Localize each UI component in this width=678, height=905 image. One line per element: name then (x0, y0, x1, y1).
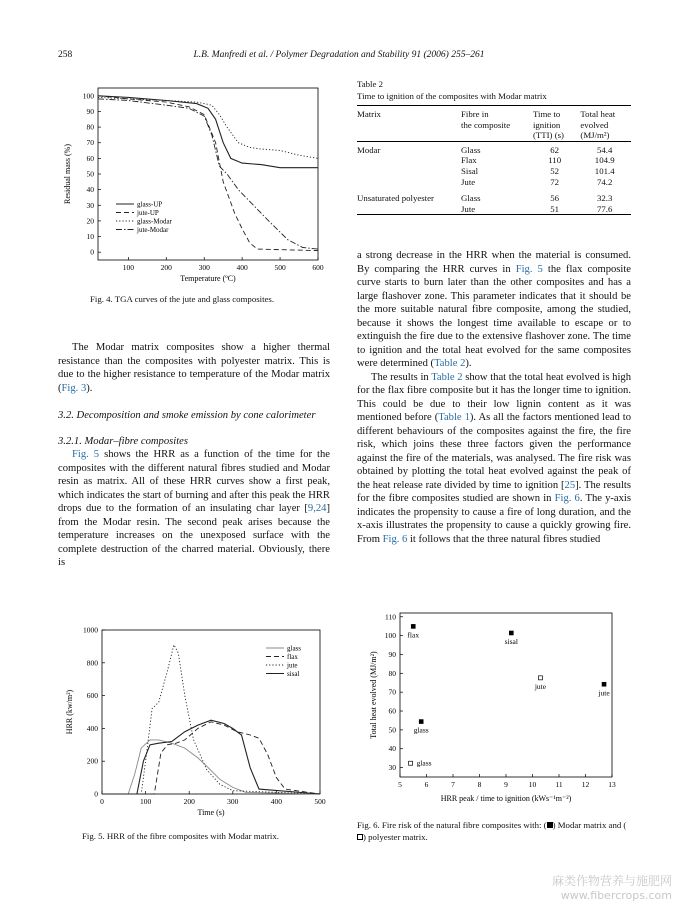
table-row (357, 187, 631, 204)
table-cell (357, 155, 459, 166)
table2-title: Table 2 (357, 79, 384, 89)
table-cell: Unsaturated polyester (357, 193, 434, 204)
fig5-chart (58, 622, 333, 822)
data-point-label: jute (598, 688, 610, 698)
data-point-label: sisal (504, 636, 518, 646)
section-heading: 3.2. Decomposition and smoke emission by cone calorimeter (58, 410, 316, 421)
table2-subtitle: Time to ignition of the composites with Modar matrix (357, 91, 547, 101)
y-tick-label: 30 (86, 200, 94, 210)
y-tick-label: 90 (86, 106, 94, 116)
table-cell: Jute (461, 203, 476, 214)
data-point-label: glass (416, 758, 432, 768)
fig5-caption: Fig. 5. HRR of the fibre composites with Modar matrix. (82, 831, 279, 841)
subsection-heading: 3.2.1. Modar–fibre composites (58, 435, 188, 447)
x-tick-label: 11 (555, 780, 563, 789)
table-cell: Glass (461, 144, 481, 155)
ref-25-link[interactable]: 25 (564, 479, 576, 491)
series-line-jute-Modar (98, 99, 318, 249)
y-tick-label: 1000 (83, 625, 98, 635)
y-axis-label: Residual mass (%) (63, 144, 72, 204)
x-tick-label: 8 (477, 780, 482, 789)
series-line-glass-UP (98, 96, 318, 168)
data-point-label: flax (407, 630, 420, 640)
y-tick-label: 80 (86, 122, 94, 132)
x-tick-label: 300 (227, 797, 239, 806)
table-cell: 54.4 (597, 144, 613, 155)
y-tick-label: 80 (388, 668, 396, 678)
fig4-caption: Fig. 4. TGA curves of the jute and glass composites. (90, 294, 275, 304)
watermark-line1: 麻类作物营养与施肥网 (551, 874, 672, 888)
table-cell: 77.6 (597, 203, 613, 214)
left-column-text (58, 341, 330, 570)
y-tick-label: 70 (388, 687, 396, 697)
y-tick-label: 800 (86, 658, 98, 668)
x-axis-label: Time (s) (197, 808, 225, 817)
table2-header-matrix: Matrix (357, 109, 381, 119)
paragraph-hrr: Fig. 5 shows the HRR as a function of the time for the composites with the different natural fibres studied and Modar resin as matrix. All of these HRR curves show a first peak, which indicates the start of burning and after this peak the HRR drops due to the formation of an insulating char layer [9,24] from the Modar resin. The second peak arises because the temperature increases on the unexposed surface with the complete destruction of the charred material. Obviously, there is (58, 449, 330, 568)
fig6-chart (362, 607, 632, 817)
series-line-glass-Modar (98, 97, 318, 158)
x-tick-label: 400 (270, 797, 283, 806)
x-tick-label: 6 (424, 780, 429, 789)
x-tick-label: 12 (581, 780, 590, 789)
table2-header-row (357, 106, 631, 142)
data-point-label: glass (413, 725, 429, 735)
y-tick-label: 200 (86, 756, 98, 766)
ref-fig6-link[interactable]: Fig. 6 (554, 493, 580, 504)
x-tick-label: 200 (160, 263, 172, 272)
data-point-filled-glass (419, 719, 424, 724)
paragraph-flax: a strong decrease in the HRR when the material is consumed. By comparing the HRR curves in Fig. 5 the flax composite curve starts to burn later than the other composites and has a large flashover zone. This parameter indicates that it should be the more suitable natural fibre composite, among the studied, because it shows the longest time available to escape or to extinguish the fire due to the extensive flashover zone. The time to ignition and the total heat evolved for the same composites were determined (Table 2). (357, 250, 632, 369)
y-tick-label: 50 (86, 169, 94, 179)
data-point-filled-sisal (509, 631, 514, 636)
data-point-open-jute (538, 676, 542, 680)
legend-label: sisal (287, 670, 300, 678)
data-point-label: jute (534, 681, 547, 691)
table-row (357, 141, 631, 155)
series-line-jute-UP (98, 96, 318, 251)
series-line-flax (102, 722, 320, 794)
ref-fig6-link-2[interactable]: Fig. 6 (382, 533, 408, 545)
y-tick-label: 100 (82, 91, 94, 101)
ref-table2-link[interactable]: Table 2 (434, 358, 466, 369)
table-cell: 104.9 (594, 155, 615, 166)
table-cell (357, 166, 459, 177)
x-tick-label: 100 (122, 263, 134, 272)
series-line-sisal (102, 720, 320, 794)
page-number: 258 (58, 50, 73, 60)
series-line-glass (102, 740, 320, 794)
y-tick-label: 400 (86, 723, 98, 733)
table-cell: 51 (550, 203, 560, 214)
x-tick-label: 10 (528, 780, 537, 789)
x-tick-label: 7 (451, 780, 455, 789)
table-cell (357, 177, 459, 188)
running-title: L.B. Manfredi et al. / Polymer Degradation and Stability 91 (2006) 255–261 (193, 50, 485, 60)
legend-label: glass-UP (137, 200, 163, 209)
table-cell: 74.2 (597, 176, 613, 187)
y-axis-label: HRR (kw/m²) (65, 689, 74, 735)
right-column-text (357, 249, 631, 546)
table-row (357, 166, 631, 177)
data-point-open-glass (409, 761, 413, 765)
table-cell: 110 (548, 155, 562, 166)
x-tick-label: 500 (314, 797, 326, 806)
table-cell: Jute (461, 176, 476, 187)
table-cell: Glass (461, 193, 481, 204)
fig6-caption: Fig. 6. Fire risk of the natural fibre composites with: ( ) Modar matrix and () polyester matrix. (357, 820, 627, 842)
ref-fig5-link-2[interactable]: Fig. 5 (515, 263, 543, 275)
table-cell: 72 (550, 176, 560, 187)
table-cell: Sisal (461, 165, 479, 176)
table-row (357, 177, 631, 188)
legend-label: flax (287, 653, 298, 661)
ref-9-24-link[interactable]: 9,24 (307, 503, 327, 514)
data-point-filled-flax (411, 624, 416, 629)
legend-label: glass-Modar (137, 217, 172, 226)
x-axis-label: Temperature (ºC) (180, 274, 236, 283)
x-tick-label: 5 (398, 780, 402, 789)
x-tick-label: 100 (139, 797, 152, 806)
y-tick-label: 90 (388, 649, 396, 659)
legend-label: jute-Modar (137, 226, 169, 234)
y-tick-label: 40 (86, 185, 94, 195)
x-tick-label: 600 (312, 263, 324, 272)
table2-header-tti: Time to ignition (TTI) (s) (532, 109, 564, 141)
ref-fig3-link[interactable]: Fig. 3 (61, 382, 87, 394)
y-tick-label: 70 (86, 138, 94, 148)
x-axis-label: HRR peak / time to ignition (kWs⁻¹m⁻²) (440, 794, 572, 803)
y-tick-label: 100 (384, 631, 396, 641)
ref-table1-link[interactable]: Table 1 (438, 412, 470, 423)
y-tick-label: 0 (90, 247, 94, 257)
table-cell (357, 204, 459, 215)
y-tick-label: 60 (388, 706, 396, 716)
table-cell: 52 (550, 165, 560, 176)
y-tick-label: 40 (388, 744, 396, 754)
legend-label: jute-UP (137, 209, 159, 217)
y-tick-label: 110 (385, 612, 396, 622)
x-tick-label: 0 (100, 797, 104, 806)
y-tick-label: 10 (86, 232, 94, 242)
watermark (552, 872, 672, 902)
legend-label: jute (287, 661, 298, 670)
paragraph-results: The results in Table 2 show that the total heat evolved is high for the flax fibre composite but it has the longer time to ignition. This could be due to their low lignin content as it was mentioned before (Table 1). As all the factors mentioned lead to different behaviours of the composites against the fire, the fire risk, which joins these three factors given the performance against the fire of the materials, was analysed. The fire risk was obtained by plotting the total heat evolved against the peak of the heat release rate divided by time to ignition [25]. The results for the fibre composites studied are shown in Fig. 6. The y-axis indicates the propensity to cause a fire of long duration, and the x-axis illustrates the propensity to cause a quickly growing fire. From Fig. 6 it follows that the three natural fibres studied (357, 371, 632, 545)
y-tick-label: 20 (86, 216, 94, 226)
table-cell: Flax (461, 155, 477, 166)
x-tick-label: 400 (236, 263, 248, 272)
x-tick-label: 13 (608, 780, 616, 789)
x-tick-label: 300 (198, 263, 210, 272)
y-tick-label: 50 (388, 725, 396, 735)
table-cell: 62 (550, 144, 560, 155)
table-cell: 101.4 (594, 165, 615, 176)
table2 (357, 78, 631, 216)
table-row (357, 155, 631, 166)
x-tick-label: 500 (274, 263, 286, 272)
y-tick-label: 30 (388, 763, 396, 773)
y-tick-label: 600 (86, 691, 98, 701)
table-cell: 56 (550, 193, 560, 204)
y-tick-label: 0 (94, 789, 98, 799)
table-cell: Modar (357, 144, 381, 155)
table2-grid (357, 105, 631, 216)
ref-table2-link-2[interactable]: Table 2 (431, 371, 463, 383)
x-tick-label: 9 (504, 780, 508, 789)
table2-header-heat: Total heat evolved (MJ/m²) (580, 109, 616, 141)
paragraph-modar-thermal: The Modar matrix composites show a higher thermal resistance than the composites with polyester matrix. This is due to the higher resistance to temperature of the Modar matrix (Fig. 3). (58, 342, 330, 394)
legend-label: glass (287, 644, 301, 653)
y-tick-label: 60 (86, 153, 94, 163)
table-cell: 32.3 (597, 193, 613, 204)
x-tick-label: 200 (183, 797, 195, 806)
ref-fig5-link[interactable]: Fig. 5 (72, 449, 100, 460)
watermark-line2: www.fibercrops.com (560, 889, 672, 902)
table-row (357, 204, 631, 215)
table2-bottom-rule (357, 215, 631, 217)
y-axis-label: Total heat evolved (MJ/m²) (369, 651, 378, 739)
plot-frame (98, 88, 318, 260)
fig4-chart (60, 84, 330, 289)
data-point-filled-jute (602, 682, 607, 687)
table2-header-fibre: Fibre in the composite (461, 109, 511, 130)
